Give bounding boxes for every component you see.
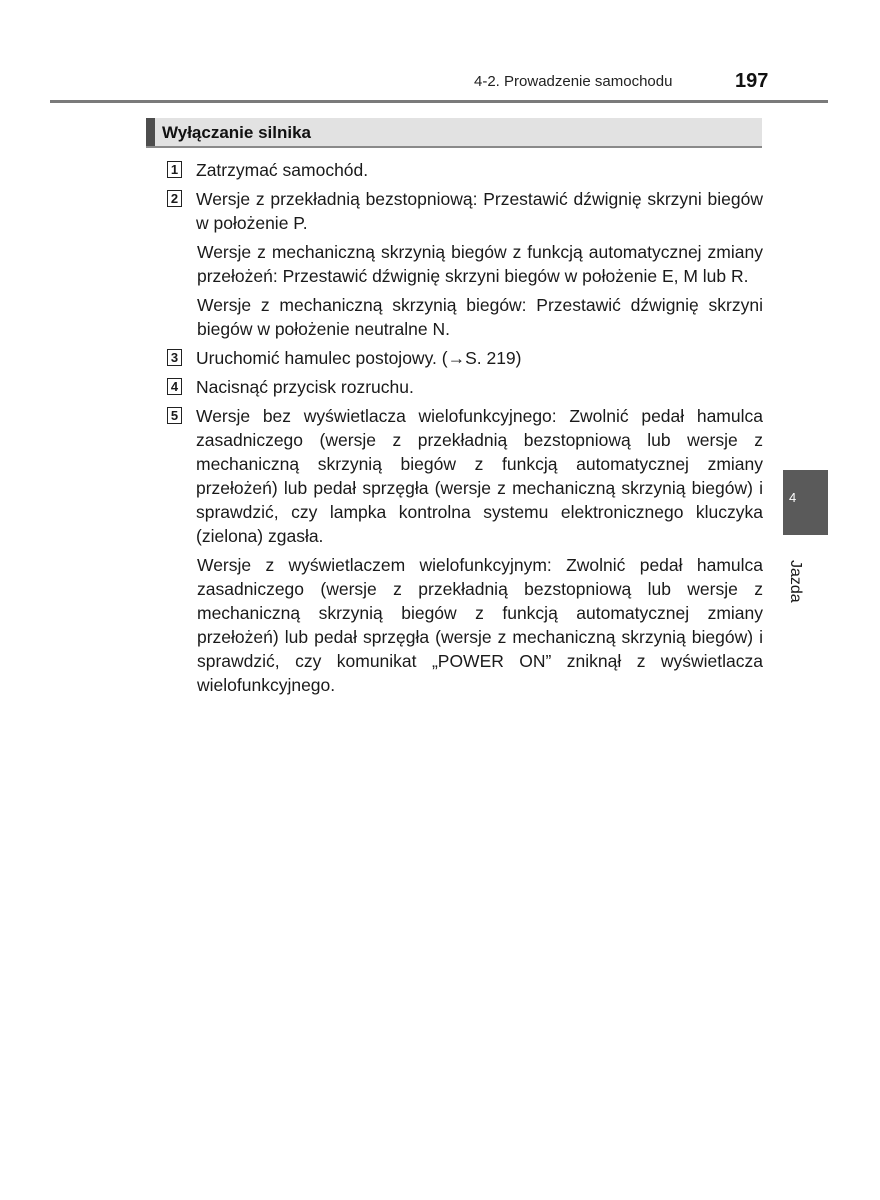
subparagraph-text: Wersje z mechaniczną skrzynią biegów: Przestawić dźwignię skrzyni biegów w położenie neutralne N. <box>197 295 763 339</box>
running-header: 4-2. Prowadzenie samochodu <box>474 73 673 90</box>
chapter-tab <box>783 470 828 535</box>
step-text: Wersje z przekładnią bezstopniową: Przestawić dźwignię skrzyni biegów w położenie P. <box>196 189 763 233</box>
step-2-subparagraph <box>167 293 763 341</box>
step-2-subparagraph <box>167 240 763 288</box>
step-text: Zatrzymać samochód. <box>196 160 369 180</box>
chapter-label-text: Jazda <box>787 560 804 603</box>
chapter-tab-number: 4 <box>789 490 797 505</box>
step-text: Wersje bez wyświetlacza wielofunkcyjnego: Zwolnić pedał hamulca zasadniczego (wersje z przekładnią bezstopniową lub wersje z mechaniczną skrzynią biegów z funkcją automatycznej zmiany przełożeń) lub pedał sprzęgła (wersje z mechaniczną skrzynią biegów) i sprawdzić, czy lampka kontrolna systemu elektronicznego kluczyka (zielona) zgasła. <box>196 406 763 546</box>
step-number-box: 2 <box>167 190 182 207</box>
step-4 <box>167 375 763 399</box>
step-number-box: 4 <box>167 378 182 395</box>
subparagraph-text: Wersje z mechaniczną skrzynią biegów z funkcją automatycznej zmiany przełożeń: Przestawić dźwignię skrzyni biegów w położenie E, M lub R. <box>197 242 763 286</box>
step-text: Nacisnąć przycisk rozruchu. <box>196 377 414 397</box>
section-heading-accent <box>146 118 155 146</box>
step-5-subparagraph <box>167 553 763 697</box>
section-heading-bar <box>146 118 762 148</box>
step-number-box: 5 <box>167 407 182 424</box>
step-2 <box>167 187 763 235</box>
step-text: Uruchomić hamulec postojowy. (→S. 219) <box>196 348 522 368</box>
chapter-label <box>782 560 828 620</box>
procedure-content <box>167 158 763 702</box>
section-title: Wyłączanie silnika <box>162 123 311 142</box>
step-number-box: 3 <box>167 349 182 366</box>
step-number-box: 1 <box>167 161 182 178</box>
subparagraph-text: Wersje z wyświetlaczem wielofunkcyjnym: Zwolnić pedał hamulca zasadniczego (wersje z przekładnią bezstopniową lub wersje z mechaniczną skrzynią biegów z funkcją automatycznej zmiany przełożeń) lub pedał sprzęgła (wersje z mechaniczną skrzynią biegów) i sprawdzić, czy komunikat „POWER ON” zniknął z wyświetlacza wielofunkcyjnego. <box>197 555 763 695</box>
step-5 <box>167 404 763 548</box>
step-3 <box>167 346 763 370</box>
header-divider <box>50 100 828 103</box>
step-1 <box>167 158 763 182</box>
page-number: 197 <box>735 70 769 92</box>
